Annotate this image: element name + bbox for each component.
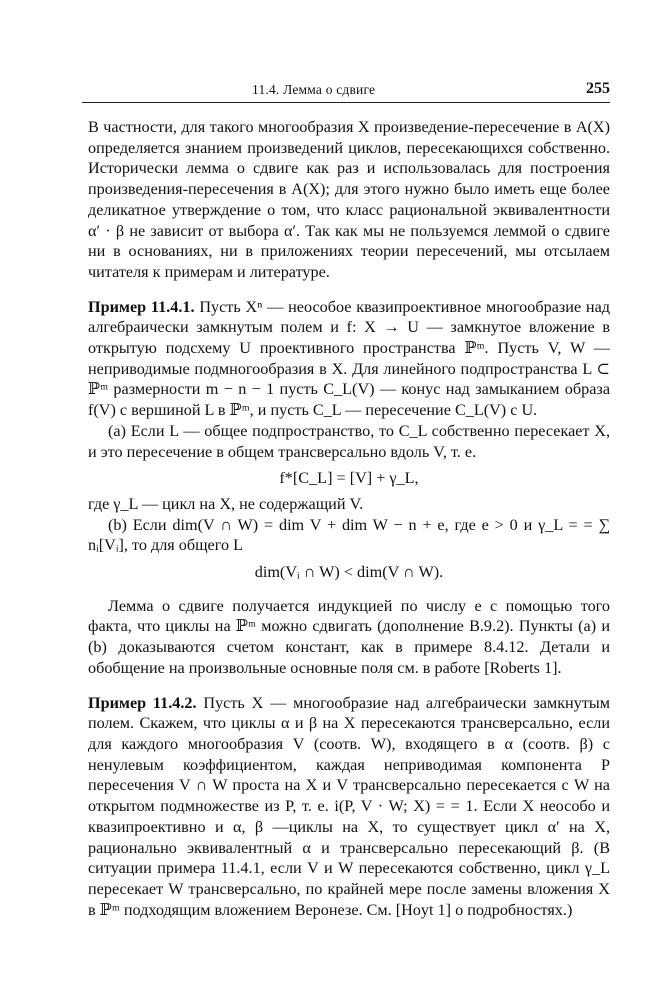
item-a: (a) Если L — общее подпространство, то C_L собственно пересекает X, и это пересечение в общем трансверсально вдоль V, т. е. xyxy=(88,421,610,461)
page-body xyxy=(88,117,610,920)
running-header xyxy=(82,80,610,104)
paragraph-lemma: Лемма о сдвиге получается индукцией по числу e с помощью того факта, что циклы на ℙᵐ можно сдвигать (дополнение B.9.2). Пункты (a) и (b) доказываются счетом констант, как в примере 8.4.12. Детали и обобщение на произвольные основные поля см. в работе [Roberts 1]. xyxy=(88,596,610,677)
paragraph-intro: В частности, для такого многообразия X произведение-пересечение в A(X) определяется знанием произведений циклов, пересекающихся собственно. Исторически лемма о сдвиге как раз и использовалась для построения произведения-пересечения в A(X); для этого нужно было иметь еще более деликатное утверждение о том, что класс рациональной эквивалентности α′ · β не зависит от выбора α′. Так как мы не пользуемся леммой о сдвиге ни в основаниях, ни в приложениях теории пересечений, мы отсылаем читателя к примерам и литературе. xyxy=(88,118,610,281)
example-11-4-2 xyxy=(88,693,610,921)
example-heading: Пример 11.4.1. xyxy=(88,297,195,316)
item-b: (b) Если dim(V ∩ W) = dim V + dim W − n + e, где e > 0 и γ_L = = ∑ nᵢ[Vᵢ], то для общего L xyxy=(88,515,610,555)
example-11-4-1 xyxy=(88,297,610,421)
page-number: 255 xyxy=(586,80,610,97)
example-heading-2: Пример 11.4.2. xyxy=(88,693,197,712)
item-a-continuation: где γ_L — цикл на X, не содержащий V. xyxy=(88,494,364,513)
section-title: 11.4. Лемма о сдвиге xyxy=(252,82,376,97)
header-rule xyxy=(82,102,610,103)
example-text-2: Пусть X — многообразие над алгебраически замкнутым полем. Скажем, что циклы α и β на X пересекаются трансверсально, если для каждого многообразия V (соотв. W), входящего в α (соотв. β) с ненулевым коэффициентом, каждая неприводимая компонента P пересечения V ∩ W проста на X и V трансверсально пересекается с W на открытом подмножестве из P, т. е. i(P, V · W; X) = = 1. Если X неособо и квазипроективно и α, β —циклы на X, то существует цикл α′ на X, рационально эквивалентный α и трансверсально пересекающий β. (В ситуации примера 11.4.1, если V и W пересекаются собственно, цикл γ_L пересекает W трансверсально, по крайней мере после замены вложения X в ℙᵐ подходящим вложением Веронезе. См. [Hoyt 1] о подробностях.) xyxy=(88,693,611,919)
formula-pullback: f*[C_L] = [V] + γ_L, xyxy=(279,469,419,488)
formula-dimension: dim(Vᵢ ∩ W) < dim(V ∩ W). xyxy=(254,563,444,582)
example-text: Пусть Xⁿ — неособое квазипроективное многообразие над алгебраически замкнутым полем и f: X → U — замкнутое вложение в открытую подсхему U проективного пространства ℙᵐ. Пусть V, W — неприводимые подмногообразия в X. Для линейного подпространства L ⊂ ℙᵐ размерности m − n − 1 пусть C_L(V) — конус над замыканием образа f(V) с вершиной L в ℙᵐ, и пусть C_L — пересечение C_L(V) с U. xyxy=(88,297,610,420)
